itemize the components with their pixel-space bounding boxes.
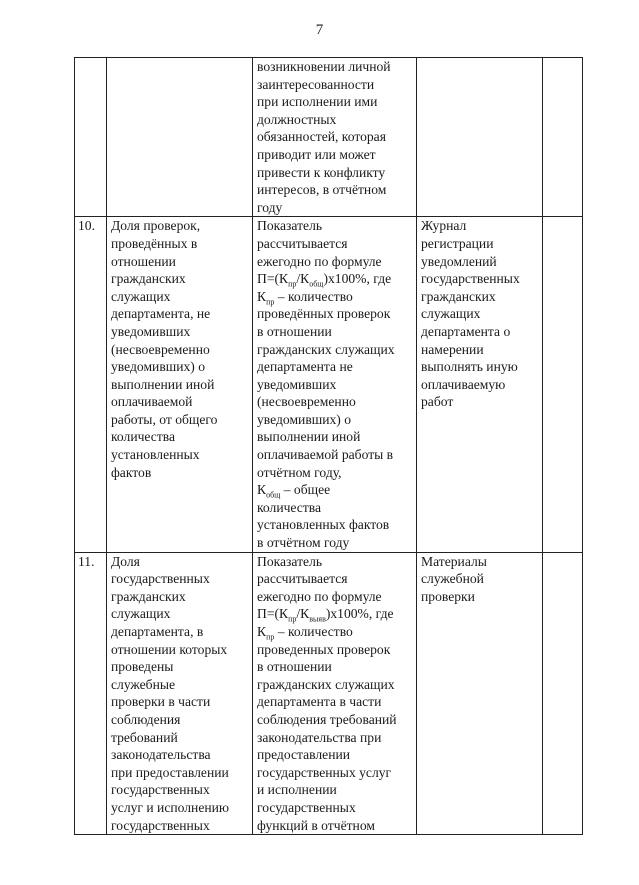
- indicator-text-line: отношении которых: [111, 641, 228, 657]
- method-text-line: $П=(К_{пр}/К_{выяв})х100\%$, где: [257, 606, 394, 625]
- table-row: [75, 58, 583, 217]
- source-text-line: гражданских: [421, 288, 496, 304]
- method-text-line: $К_{пр}$ – количество: [257, 288, 353, 307]
- method-text-line: привести к конфликту: [257, 164, 386, 180]
- method-text-line: уведомивших: [257, 376, 337, 392]
- method-text-line: соблюдения требований: [257, 711, 397, 727]
- method-text-line: заинтересованности: [257, 76, 375, 92]
- source-cell: [417, 217, 543, 552]
- indicator-text-line: проведённых в: [111, 235, 198, 251]
- indicator-text-line: количества: [111, 429, 176, 445]
- source-text-line: департамента о: [421, 323, 511, 339]
- method-text-line: ежегодно по формуле: [257, 588, 382, 604]
- indicator-cell: [107, 552, 253, 835]
- extra-cell: [543, 58, 583, 217]
- indicator-cell: [107, 217, 253, 552]
- method-text-line: проведённых проверок: [257, 306, 391, 322]
- extra-cell: [543, 552, 583, 835]
- row-number-cell: [75, 58, 107, 217]
- indicator-text-line: служащих: [111, 606, 171, 622]
- method-cell: [253, 552, 417, 835]
- method-text-line: $К_{общ}$ – общее: [257, 482, 331, 500]
- source-text-line: уведомлений: [421, 253, 497, 269]
- indicator-text-line: департамента, не: [111, 306, 211, 322]
- source-text-line: намерении: [421, 341, 484, 357]
- method-text-line: в отчётном году: [257, 535, 350, 551]
- source-text-line: Материалы: [421, 553, 487, 569]
- method-text-line: году: [257, 199, 283, 215]
- source-text-line: работ: [421, 394, 454, 410]
- method-text-line: обязанностей, которая: [257, 129, 386, 145]
- source-cell: [417, 552, 543, 835]
- indicator-text-line: проведены: [111, 659, 174, 675]
- indicator-text-line: требований: [111, 729, 178, 745]
- indicator-text-line: государственных: [111, 571, 210, 587]
- indicator-text-line: служащих: [111, 288, 171, 304]
- page-number: 7: [315, 22, 324, 38]
- indicator-text-line: фактов: [111, 464, 152, 480]
- indicator-text-line: услуг и исполнению: [111, 799, 230, 815]
- method-text-line: Показатель: [257, 553, 323, 569]
- method-text-line: уведомивших) о: [257, 411, 352, 427]
- method-text-line: выполнении иной: [257, 429, 361, 445]
- method-text-line: гражданских служащих: [257, 341, 395, 357]
- table-row: [75, 552, 583, 835]
- method-text-line: государственных услуг: [257, 764, 392, 780]
- indicator-cell: [107, 58, 253, 217]
- source-cell: [417, 58, 543, 217]
- indicator-text-line: уведомивших) о: [111, 359, 206, 375]
- indicator-text-line: выполнении иной: [111, 376, 215, 392]
- indicator-text-line: установленных: [111, 447, 200, 463]
- indicator-text-line: законодательства: [111, 747, 211, 763]
- source-text-line: проверки: [421, 588, 475, 604]
- indicator-text-line: гражданских: [111, 271, 186, 287]
- indicator-text-line: государственных: [111, 817, 210, 833]
- source-text-line: служащих: [421, 306, 481, 322]
- method-text-line: и исполнении: [257, 782, 337, 798]
- indicator-text-line: Доля: [111, 553, 140, 569]
- indicator-text-line: Доля проверок,: [111, 218, 201, 234]
- row-number-cell: 11.: [75, 552, 107, 835]
- indicator-text-line: проверки в части: [111, 694, 211, 710]
- method-cell: [253, 217, 417, 552]
- method-text-line: рассчитывается: [257, 571, 348, 587]
- method-text-line: в отношении: [257, 323, 332, 339]
- method-text-line: количества: [257, 499, 322, 515]
- method-text-line: $К_{пр}$ – количество: [257, 624, 353, 642]
- method-text-line: департамента в части: [257, 694, 382, 710]
- indicator-text-line: работы, от общего: [111, 411, 218, 427]
- source-text-line: оплачиваемую: [421, 376, 506, 392]
- source-text-line: выполнять иную: [421, 359, 518, 375]
- method-cell: [253, 58, 417, 217]
- source-text-line: регистрации: [421, 235, 494, 251]
- indicators-table: [74, 57, 583, 835]
- method-text-line: гражданских служащих: [257, 676, 395, 692]
- indicator-text-line: департамента, в: [111, 624, 204, 639]
- method-text-line: приводит или может: [257, 146, 376, 162]
- method-text-line: Показатель: [257, 218, 323, 234]
- method-text-line: функций в отчётном: [257, 817, 375, 833]
- method-text-line: проведенных проверок: [257, 641, 391, 657]
- method-text-line: оплачиваемой работы в: [257, 447, 394, 463]
- indicator-text-line: оплачиваемой: [111, 394, 193, 410]
- row-number-cell: 10.: [75, 217, 107, 552]
- indicator-text-line: гражданских: [111, 588, 186, 604]
- method-text-line: департамента не: [257, 359, 353, 375]
- method-text-line: должностных: [257, 111, 337, 127]
- indicator-text-line: служебные: [111, 676, 176, 692]
- indicator-text-line: (несвоевременно: [111, 341, 210, 357]
- source-text-line: Журнал: [421, 218, 467, 234]
- source-text-line: государственных: [421, 271, 520, 287]
- source-text-line: служебной: [421, 571, 484, 587]
- method-text-line: установленных фактов: [257, 517, 390, 533]
- method-text-line: в отношении: [257, 659, 332, 675]
- method-text-line: законодательства при: [257, 729, 382, 745]
- indicator-text-line: при предоставлении: [111, 764, 229, 780]
- method-text-line: (несвоевременно: [257, 394, 356, 410]
- method-text-line: отчётном году,: [257, 464, 342, 480]
- method-text-line: предоставлении: [257, 747, 351, 763]
- method-text-line: государственных: [257, 799, 356, 815]
- indicator-text-line: отношении: [111, 253, 176, 269]
- method-text-line: рассчитывается: [257, 235, 348, 251]
- method-text-line: возникновении личной: [257, 59, 391, 74]
- method-text-line: интересов, в отчётном: [257, 182, 387, 198]
- method-text-line: ежегодно по формуле: [257, 253, 382, 269]
- indicator-text-line: соблюдения: [111, 711, 181, 727]
- indicator-text-line: государственных: [111, 782, 210, 798]
- method-text-line: $П=(К_{пр}/К_{общ})х100\%$, где: [257, 271, 392, 289]
- table-row: [75, 217, 583, 552]
- extra-cell: [543, 217, 583, 552]
- indicator-text-line: уведомивших: [111, 323, 191, 339]
- method-text-line: при исполнении ими: [257, 94, 378, 110]
